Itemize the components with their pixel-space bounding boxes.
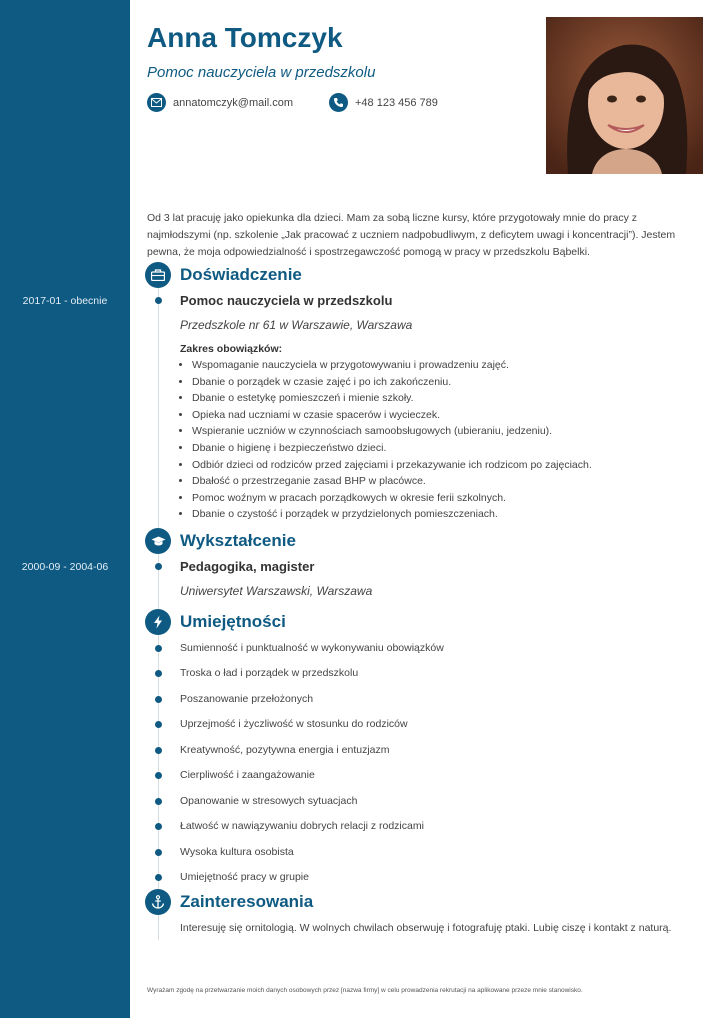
timeline-dot xyxy=(155,645,162,652)
skill-item: Umiejętność pracy w grupie xyxy=(180,871,309,883)
timeline-dot xyxy=(155,772,162,779)
education-degree: Pedagogika, magister xyxy=(180,559,315,574)
job-title: Pomoc nauczyciela w przedszkolu xyxy=(147,64,376,81)
list-item: • Odbiór dzieci od rodziców przed zajęciami i przekazywanie ich rodzicom po zajęciach. xyxy=(192,457,592,474)
experience-employer: Przedszkole nr 61 w Warszawie, Warszawa xyxy=(180,318,413,332)
timeline-dot xyxy=(155,696,162,703)
section-title-education: Wykształcenie xyxy=(180,531,296,550)
phone-text[interactable]: +48 123 456 789 xyxy=(355,96,438,109)
timeline-dot xyxy=(155,670,162,677)
education-school: Uniwersytet Warszawski, Warszawa xyxy=(180,584,373,598)
section-title-skills: Umiejętności xyxy=(180,612,286,631)
timeline-dot xyxy=(155,297,162,304)
list-item: • Dbanie o czystość i porządek w przydzielonych pomieszczeniach. xyxy=(192,506,592,523)
education-date: 2000-09 - 2004-06 xyxy=(21,561,109,573)
skill-item: Cierpliwość i zaangażowanie xyxy=(180,769,315,781)
experience-position: Pomoc nauczyciela w przedszkolu xyxy=(180,293,393,308)
list-item: • Wspomaganie nauczyciela w przygotowywaniu i prowadzeniu zajęć. xyxy=(192,357,592,374)
timeline-dot xyxy=(155,849,162,856)
contact-phone xyxy=(329,93,438,112)
anchor-icon xyxy=(145,889,171,915)
list-item: • Opieka nad uczniami w czasie spacerów i wycieczek. xyxy=(192,407,592,424)
skill-item: Kreatywność, pozytywna energia i entuzjazm xyxy=(180,744,390,756)
duties-label: Zakres obowiązków: xyxy=(180,343,283,355)
list-item: • Dbałość o przestrzeganie zasad BHP w placówce. xyxy=(192,473,592,490)
timeline-dot xyxy=(155,798,162,805)
timeline-line xyxy=(158,270,159,940)
timeline-dot xyxy=(155,823,162,830)
timeline-dot xyxy=(155,747,162,754)
interests-text: Interesuję się ornitologią. W wolnych chwilach obserwuję i fotografuję ptaki. Lubię ciszę i kontakt z naturą. xyxy=(180,922,672,934)
graduation-cap-icon xyxy=(145,528,171,554)
skill-item: Sumienność i punktualność w wykonywaniu obowiązków xyxy=(180,642,444,654)
profile-photo xyxy=(546,17,703,174)
skill-item: Troska o ład i porządek w przedszkolu xyxy=(180,667,359,679)
phone-icon xyxy=(329,93,348,112)
list-item: • Dbanie o higienę i bezpieczeństwo dzieci. xyxy=(192,440,592,457)
contact-email xyxy=(147,93,293,112)
skill-item: Wysoka kultura osobista xyxy=(180,846,294,858)
timeline-dot xyxy=(155,721,162,728)
sidebar xyxy=(0,0,130,1018)
skill-item: Łatwość w nawiązywaniu dobrych relacji z rodzicami xyxy=(180,820,424,832)
list-item: • Wspieranie uczniów w czynnościach samoobsługowych (ubieraniu, jedzeniu). xyxy=(192,423,592,440)
gdpr-consent: Wyrażam zgodę na przetwarzanie moich danych osobowych przez [nazwa firmy] w celu prowadzenia rekrutacji na aplikowane przeze mnie stanowisko. xyxy=(147,987,583,994)
timeline-dot xyxy=(155,563,162,570)
envelope-icon xyxy=(147,93,166,112)
skill-item: Uprzejmość i życzliwość w stosunku do rodziców xyxy=(180,718,408,730)
briefcase-icon xyxy=(145,262,171,288)
email-text[interactable]: annatomczyk@mail.com xyxy=(173,96,293,109)
skill-item: Poszanowanie przełożonych xyxy=(180,693,314,705)
timeline-dot xyxy=(155,874,162,881)
skill-item: Opanowanie w stresowych sytuacjach xyxy=(180,795,358,807)
section-title-interests: Zainteresowania xyxy=(180,892,314,911)
list-item: • Pomoc woźnym w pracach porządkowych w okresie ferii szkolnych. xyxy=(192,490,592,507)
profile-summary: Od 3 lat pracuję jako opiekunka dla dzieci. Mam za sobą liczne kursy, które przygotowały mnie do pracy z najmłodszymi (np. szkolenie „Jak pracować z uczniem nadpobudliwym, z deficytem uwagi i koncentracji”). Jestem pewna, że moja odpowiedzialność i spostrzegawczość pomogą w pracy w przedszkolu Bąbelki. xyxy=(147,212,676,258)
candidate-name: Anna Tomczyk xyxy=(147,22,343,53)
duties-list xyxy=(180,357,592,523)
list-item: • Dbanie o porządek w czasie zajęć i po ich zakończeniu. xyxy=(192,374,592,391)
list-item: • Dbanie o estetykę pomieszczeń i mienie szkoły. xyxy=(192,390,592,407)
lightning-bolt-icon xyxy=(145,609,171,635)
experience-date: 2017-01 - obecnie xyxy=(22,295,108,307)
section-title-experience: Doświadczenie xyxy=(180,265,302,284)
